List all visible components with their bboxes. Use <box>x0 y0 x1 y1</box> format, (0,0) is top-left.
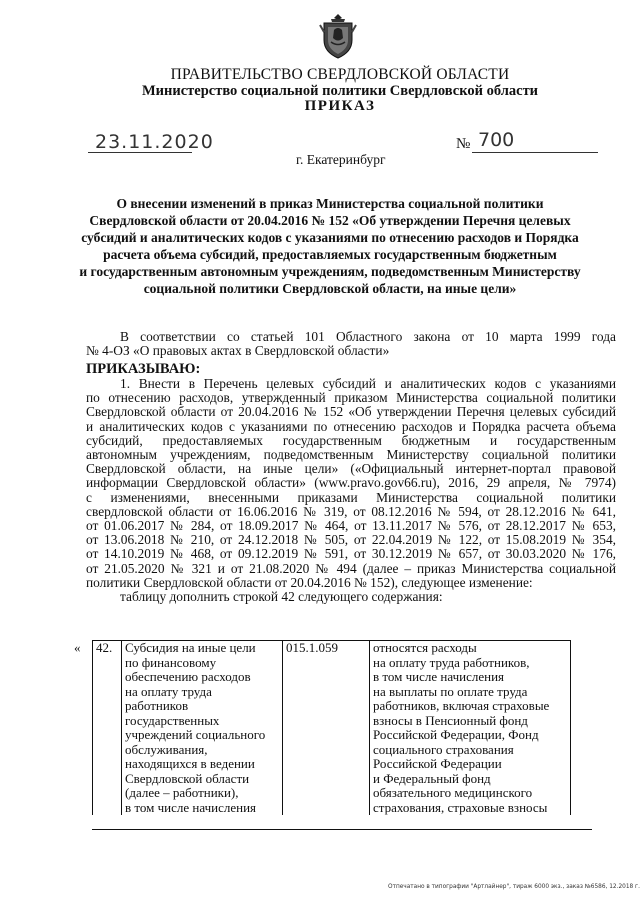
number-underline <box>472 152 598 153</box>
table-bottom-edge <box>92 829 592 830</box>
cell-line: относятся расходы <box>373 640 477 655</box>
cell-line: Российской Федерации <box>373 756 502 771</box>
row-number: 42. <box>93 641 122 816</box>
cell-line: обязательного медицинского <box>373 785 533 800</box>
text-line: и аналитических кодов с указаниями по отнесению расходов и Порядка расчета объема <box>86 418 616 434</box>
cell-line: страхования, страховые взносы <box>373 799 548 815</box>
cell-line: социального страхования <box>373 741 514 757</box>
text-line: свердловской области от 16.06.2016 № 319, от 08.12.2016 № 594, от 28.12.2016 № 641, <box>86 503 616 519</box>
handwritten-number: 700 <box>478 129 515 151</box>
government-title: ПРАВИТЕЛЬСТВО СВЕРДЛОВСКОЙ ОБЛАСТИ <box>170 66 510 83</box>
expense-description-cell <box>370 641 571 816</box>
coat-of-arms-icon <box>319 12 357 60</box>
cell-line: в том числе начисления <box>125 799 257 815</box>
text-line: информации Свердловской области» (www.pravo.gov66.ru), 2016, 29 апреля, № 7974) <box>86 475 616 491</box>
cell-line: взносы в Пенсионный фонд <box>373 712 528 728</box>
cell-line: Российской Федерации, Фонд <box>373 727 539 742</box>
document-type: ПРИКАЗ <box>304 98 376 114</box>
text-line: таблицу дополнить строкой 42 следующего содержания: <box>120 589 443 605</box>
text-line: Свердловской области, на иные цели» («Официальный интернет-портал правовой <box>86 461 616 477</box>
cell-line: в том числе начисления <box>373 669 505 684</box>
text-line: В соответствии со статьей 101 Областного закона от 10 марта 1999 года <box>120 329 616 344</box>
cell-line: государственных <box>125 712 220 728</box>
title-line: субсидий и аналитических кодов с указаниями по отнесению расходов и Порядка <box>81 230 579 245</box>
table-row <box>74 641 571 816</box>
text-line: от 01.06.2017 № 284, от 18.09.2017 № 464, от 13.11.2017 № 576, от 28.12.2017 № 653, <box>86 518 616 534</box>
cell-line: и Федеральный фонд <box>373 770 491 786</box>
cell-line: (далее – работники), <box>125 785 239 800</box>
text-line: Свердловской области от 20.04.2016 № 152 «Об утверждении Перечня целевых субсидий <box>86 404 616 420</box>
cell-line: обслуживания, <box>125 741 208 757</box>
text-line: субсидий, предоставляемых государственным бюджетным и государственным <box>86 432 616 448</box>
number-label: № <box>456 136 471 152</box>
order-title <box>70 195 590 297</box>
title-line: Свердловской области от 20.04.2016 № 152 «Об утверждении Перечня целевых <box>89 213 571 228</box>
cell-line: работников, включая страховые <box>373 698 550 713</box>
text-line: политики Свердловской области от 20.04.2016 № 152), следующее изменение: <box>86 574 533 590</box>
text-line: от 14.10.2019 № 468, от 09.12.2019 № 591, от 30.12.2019 № 657, от 30.03.2020 № 176, <box>86 546 616 562</box>
date-underline <box>88 152 192 153</box>
cell-line: на оплату труда <box>125 683 212 699</box>
cell-line: Субсидия на иные цели <box>125 640 256 655</box>
text-line: от 13.06.2018 № 210, от 24.12.2018 № 505, от 22.04.2019 № 122, от 15.08.2019 № 354, <box>86 532 616 548</box>
text-line: с изменениями, внесенными приказами Министерства социальной политики <box>86 489 616 505</box>
cell-line: работников <box>125 698 189 713</box>
text-line: 1. Внести в Перечень целевых субсидий и аналитических кодов с указаниями <box>120 376 616 391</box>
print-footer: Отпечатано в типографии "Артлайнер", тираж 6000 экз., заказ №6586, 12.2018 г. <box>388 884 640 890</box>
subsidy-name-cell <box>122 641 283 816</box>
title-line: и государственным автономным учреждениям, подведомственным Министерству <box>79 264 581 279</box>
cell-line: находящихся в ведении <box>125 756 255 771</box>
city: г. Екатеринбург <box>296 152 386 167</box>
subsidy-table <box>74 640 571 815</box>
cell-line: учреждений социального <box>125 727 266 742</box>
title-line: расчета объема субсидий, предоставляемых государственным бюджетным <box>103 247 557 262</box>
order-word: ПРИКАЗЫВАЮ: <box>86 361 201 377</box>
handwritten-date: 23.11.2020 <box>95 131 214 153</box>
text-line: автономным учреждениям, подведомственным Министерству социальной политики <box>86 447 616 463</box>
cell-line: Свердловской области <box>125 770 250 786</box>
cell-line: на оплату труда работников, <box>373 654 530 670</box>
item-1 <box>86 377 616 604</box>
text-line: от 21.05.2020 № 321 и от 21.08.2020 № 494 (далее – приказ Министерства социальной <box>86 560 616 576</box>
cell-line: по финансовому <box>125 654 217 670</box>
title-line: О внесении изменений в приказ Министерства социальной политики <box>116 196 544 211</box>
cell-line: обеспечению расходов <box>125 669 251 684</box>
analytic-code: 015.1.059 <box>283 641 370 816</box>
ministry-title: Министерство социальной политики Свердловской области <box>141 83 539 99</box>
text-line: № 4-ОЗ «О правовых актах в Свердловской области» <box>86 343 390 359</box>
preamble <box>86 330 616 358</box>
cell-line: на выплаты по оплате труда <box>373 683 528 699</box>
text-line: по отнесению расходов, утвержденный приказом Министерства социальной политики <box>86 390 616 406</box>
title-line: социальной политики Свердловской области, на иные цели» <box>143 281 517 296</box>
open-quote: « <box>74 639 81 655</box>
